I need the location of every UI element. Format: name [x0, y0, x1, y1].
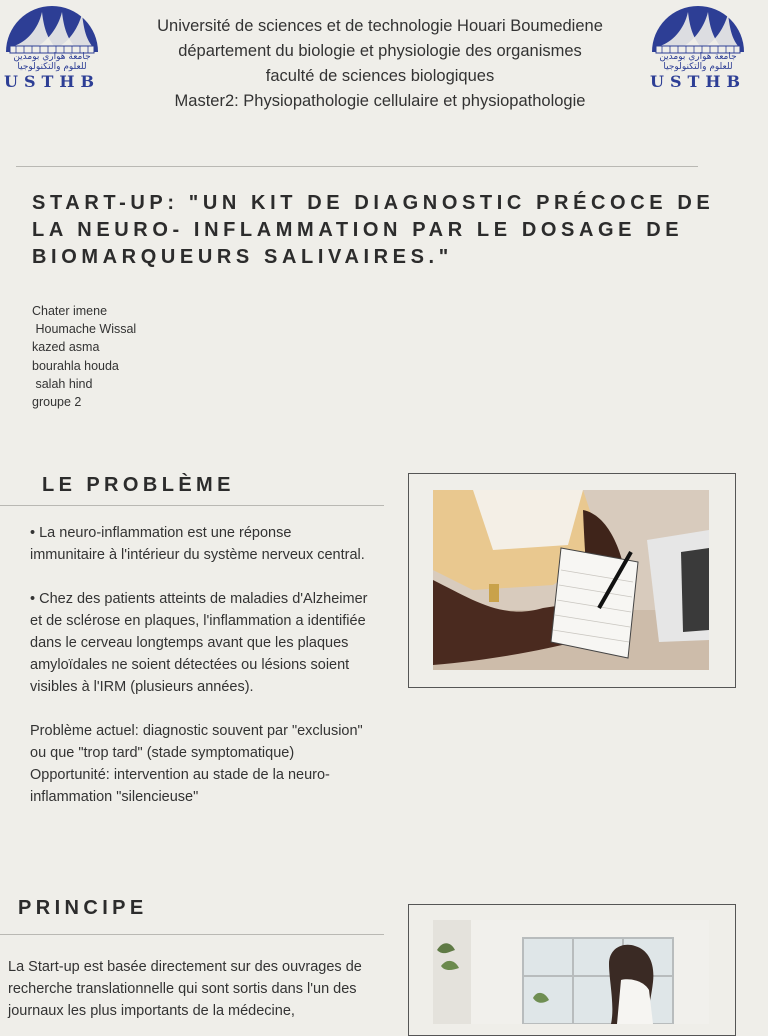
- usthb-logo-left: [4, 2, 100, 90]
- author-name: salah hind: [32, 376, 93, 391]
- probleme-paragraph: Problème actuel: diagnostic souvent par "exclusion" ou que "trop tard" (stade symptomatique) Opportunité: intervention au stade de la neuro-inflammation "silencieuse": [30, 723, 363, 805]
- author-name: Houmache Wissal: [32, 322, 137, 337]
- header-line-faculty: faculté de sciences biologiques: [265, 67, 495, 85]
- probleme-text: [30, 522, 370, 830]
- photo-person-by-window: [433, 920, 709, 1024]
- principe-text: La Start-up est basée directement sur des ouvrages de recherche translationnelle qui sont sortis dans l'un des journaux les plus importants de la médecine,: [8, 959, 362, 1019]
- logo-arabic-text: جامعة هواري بومدين للعلوم والتكنولوجيا: [13, 52, 91, 72]
- probleme-paragraph: • Chez des patients atteints de maladies d'Alzheimer et de sclérose en plaques, l'inflammation a identifiée dans le cerveau longtemps avant que les plaques amyloïdales ne soient détectées ou lésions soient visibles à l'IRM (plusieurs années).: [30, 591, 368, 695]
- logo-acronym: USTHB: [650, 72, 747, 91]
- author-name: bourahla houda: [32, 358, 119, 373]
- header-line-university: Université de sciences et de technologie Houari Boumediene: [157, 17, 603, 35]
- probleme-divider: [0, 505, 384, 506]
- poster-title: START-UP: "UN KIT DE DIAGNOSTIC PRÉCOCE DE LA NEURO- INFLAMMATION PAR LE DOSAGE DE BIOMARQUEURS SALIVAIRES.": [32, 192, 715, 268]
- probleme-paragraph: • La neuro-inflammation est une réponse immunitaire à l'intérieur du système nerveux central.: [30, 525, 365, 563]
- author-name: kazed asma: [32, 340, 100, 355]
- photo-person-writing-notebook: [433, 490, 709, 670]
- usthb-logo-right: [650, 2, 746, 90]
- header-divider: [16, 166, 698, 167]
- group-label: groupe 2: [32, 395, 82, 410]
- authors-list: [32, 302, 136, 411]
- logo-acronym: USTHB: [4, 72, 101, 91]
- institution-header: [110, 14, 650, 114]
- usthb-emblem: [4, 2, 100, 54]
- principe-divider: [0, 934, 384, 935]
- author-name: Chater imene: [32, 304, 108, 318]
- probleme-heading: LE PROBLÈME: [42, 474, 235, 496]
- header-line-department: département du biologie et physiologie des organismes: [178, 42, 582, 60]
- principe-heading: PRINCIPE: [18, 897, 148, 919]
- usthb-emblem: [650, 2, 746, 54]
- logo-arabic-text: جامعة هواري بومدين للعلوم والتكنولوجيا: [659, 52, 737, 72]
- header-line-master: Master2: Physiopathologie cellulaire et physiopathologie: [174, 92, 586, 110]
